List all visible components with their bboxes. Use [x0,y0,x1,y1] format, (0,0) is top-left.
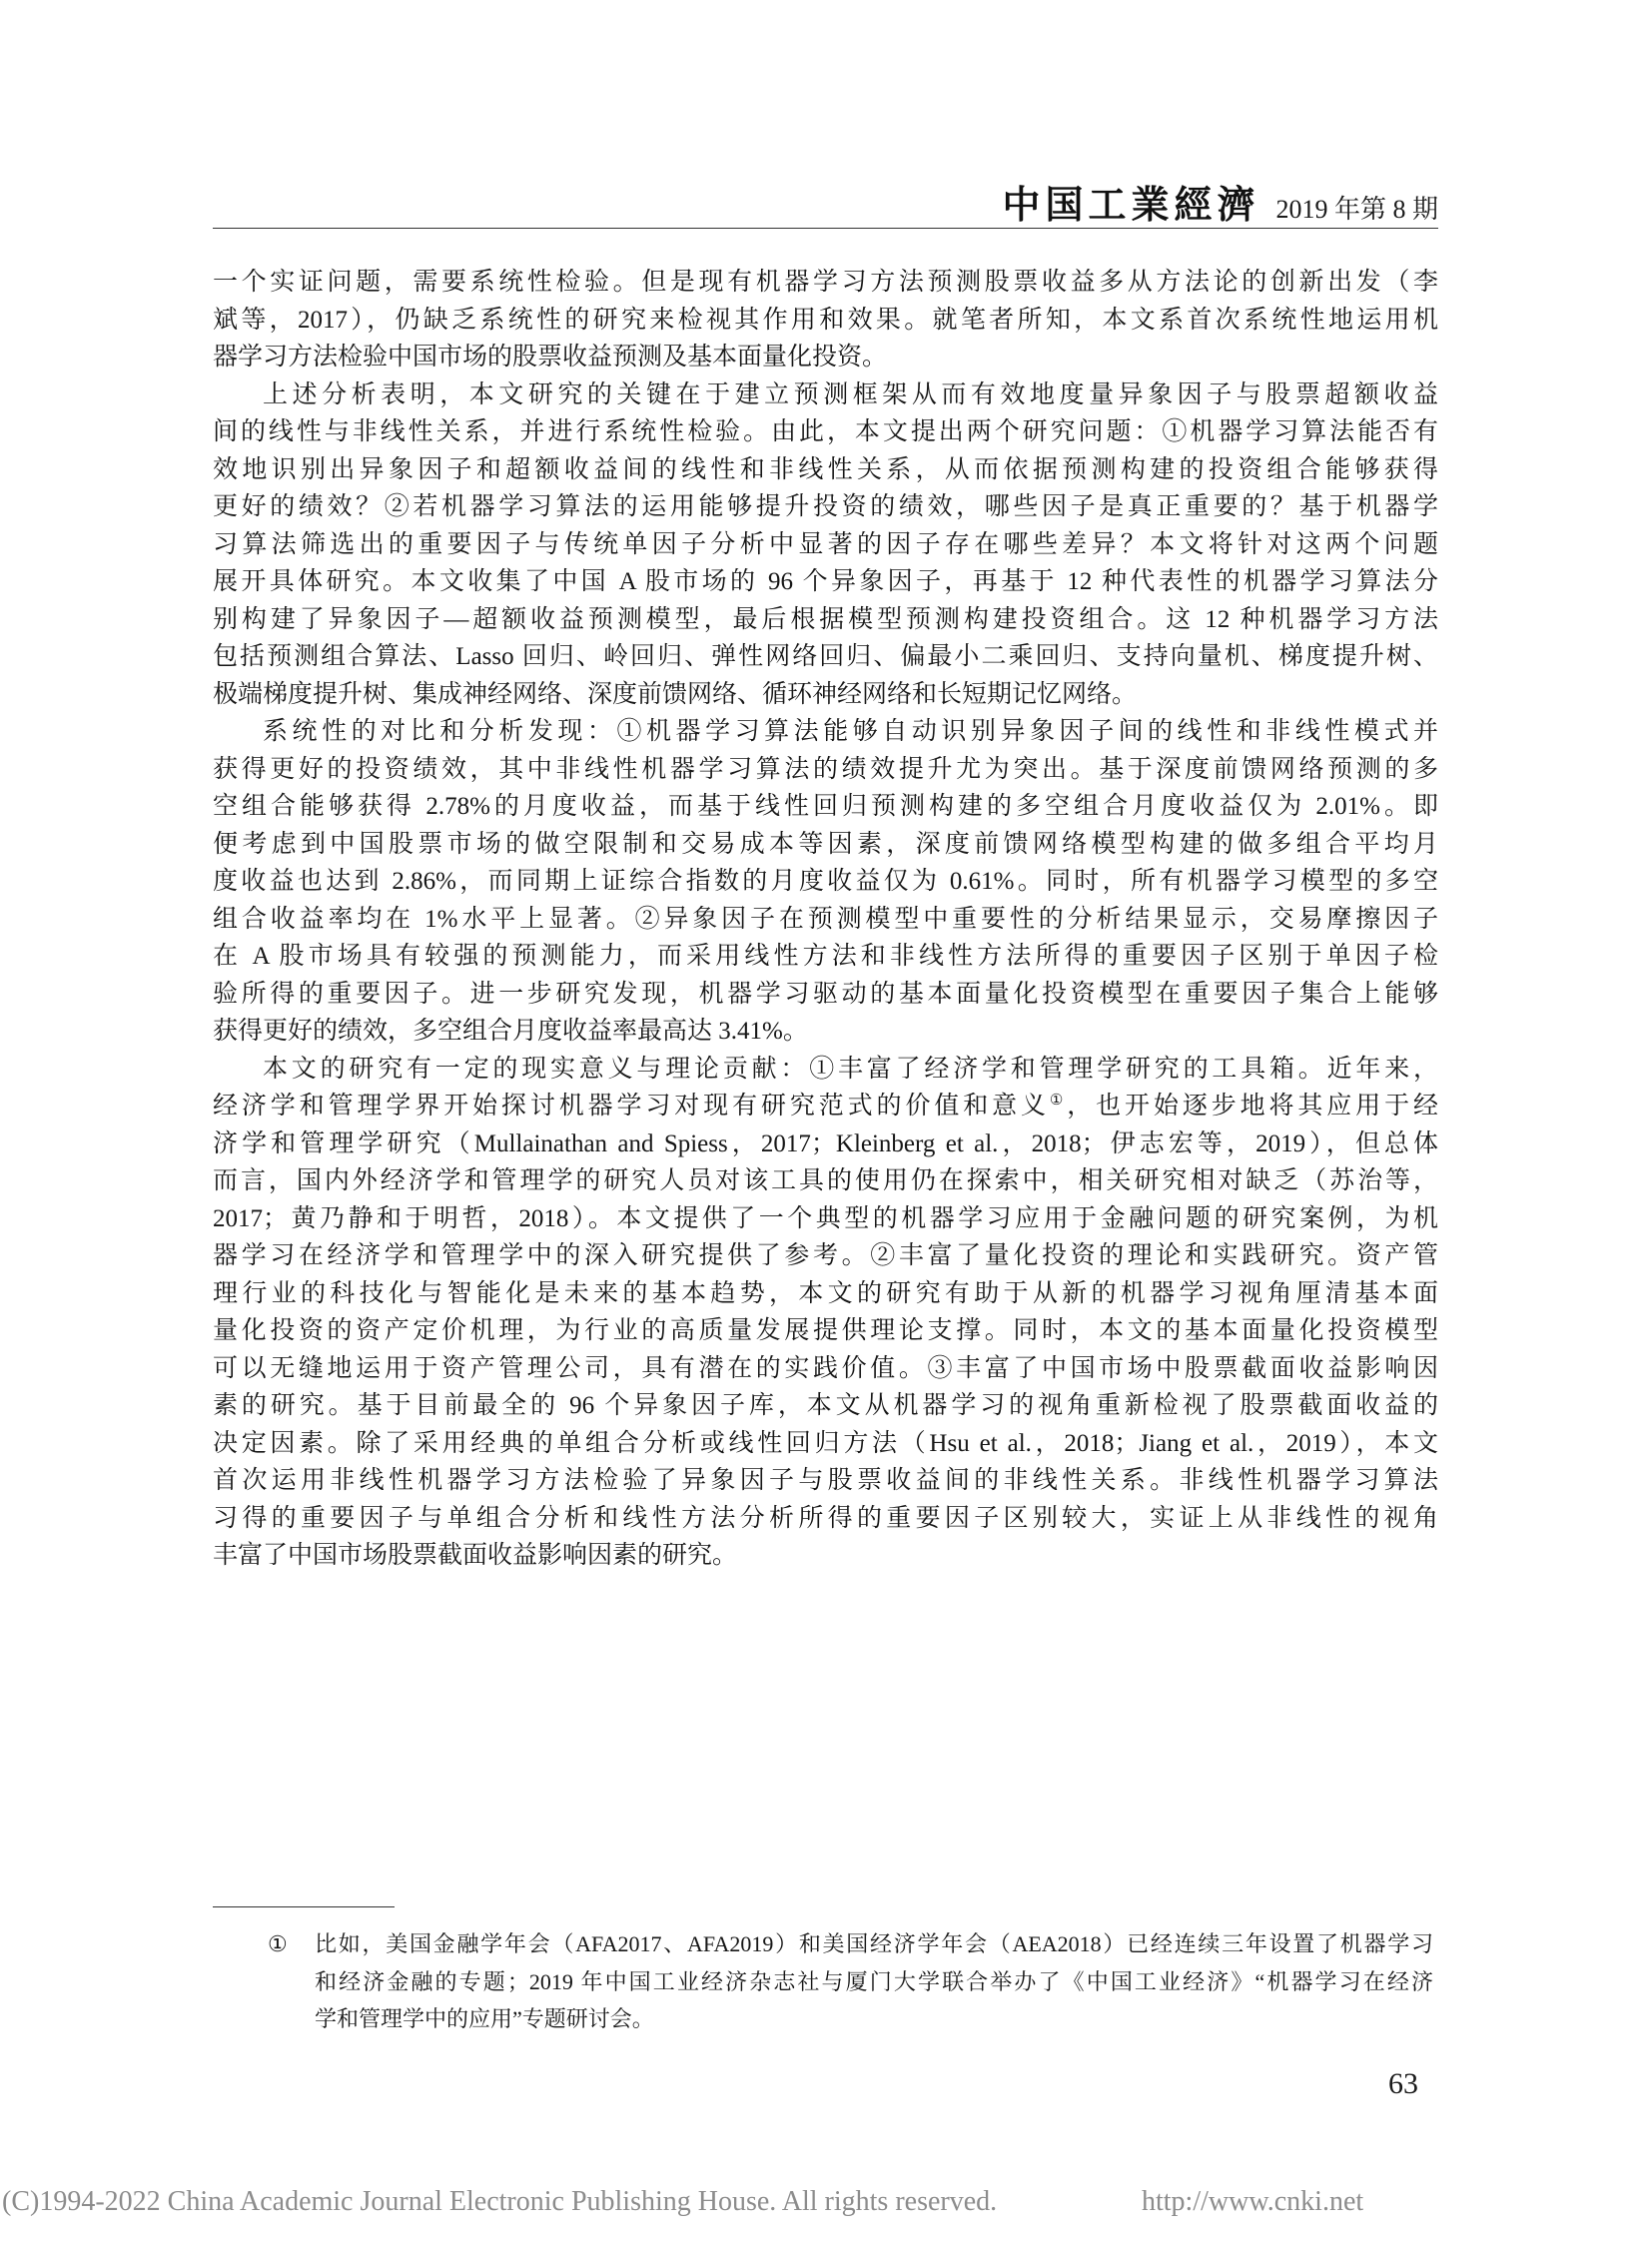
issue-label: 2019 年第 8 期 [1275,195,1438,224]
text-line: 验所得的重要因子。进一步研究发现，机器学习驱动的基本面量化投资模型在重要因子集合上能够 [213,980,1438,1008]
footnote-ref: ① [1049,1093,1068,1109]
footnote-rule [213,1906,395,1907]
paragraph [213,713,1438,1051]
text-line: 丰富了中国市场股票截面收益影响因素的研究。 [213,1542,738,1569]
footnote-marker: ① [268,1931,288,1956]
journal-logo: 中国工業經濟 [1002,185,1260,227]
text-line: 素的研究。基于目前最全的 96 个异象因子库，本文从机器学习的视角重新检视了股票截面收益的 [213,1392,1438,1419]
running-header [1002,186,1438,230]
text-line: 学和管理学中的应用”专题研讨会。 [315,2006,654,2031]
cnki-url: http://www.cnki.net [1142,2186,1364,2217]
header-rule [213,228,1438,229]
text-line: 量化投资的资产定价机理，为行业的高质量发展提供理论支撑。同时，本文的基本面量化投资模型 [213,1317,1438,1344]
text-line: 更好的绩效？②若机器学习算法的运用能够提升投资的绩效，哪些因子是真正重要的？基于机器学 [213,493,1438,520]
text-line: 系统性的对比和分析发现：①机器学习算法能够自动识别异象因子间的线性和非线性模式并 [263,718,1438,745]
paragraph [213,264,1438,376]
footnote-text [315,1925,1433,2038]
text-line: 器学习方法检验中国市场的股票收益预测及基本面量化投资。 [213,344,888,371]
text-line: 获得更好的投资绩效，其中非线性机器学习算法的绩效提升尤为突出。基于深度前馈网络预测的多 [213,755,1438,783]
text-line: 理行业的科技化与智能化是未来的基本趋势，本文的研究有助于从新的机器学习视角厘清基本面 [213,1279,1438,1307]
text-line: 习得的重要因子与单组合分析和线性方法分析所得的重要因子区别较大，实证上从非线性的视角 [213,1504,1438,1532]
text-line: 2017；黄乃静和于明哲，2018）。本文提供了一个典型的机器学习应用于金融问题的研究案例，为机 [213,1204,1438,1232]
text-line: 本文的研究有一定的现实意义与理论贡献：①丰富了经济学和管理学研究的工具箱。近年来， [263,1055,1438,1083]
text-line: 上述分析表明，本文研究的关键在于建立预测框架从而有效地度量异象因子与股票超额收益 [263,380,1438,408]
text-line: 获得更好的绩效，多空组合月度收益率最高达 3.41%。 [213,1018,808,1045]
text-line: 决定因素。除了采用经典的单组合分析或线性回归方法（Hsu et al.，2018；Jiang et al.，2019），本文 [213,1429,1438,1457]
text-line: 空组合能够获得 2.78%的月度收益，而基于线性回归预测构建的多空组合月度收益仅为 2.01%。即 [213,793,1438,820]
text-line: 在 A 股市场具有较强的预测能力，而采用线性方法和非线性方法所得的重要因子区别于单因子检 [213,943,1438,970]
text-line: 组合收益率均在 1%水平上显著。②异象因子在预测模型中重要性的分析结果显示，交易摩擦因子 [213,905,1438,933]
paragraph [213,376,1438,714]
text-line: 经济学和管理学界开始探讨机器学习对现有研究范式的价值和意义①，也开始逐步地将其应用于经 [213,1093,1438,1120]
text-line: 器学习在经济学和管理学中的深入研究提供了参考。②丰富了量化投资的理论和实践研究。资产管 [213,1242,1438,1269]
text-line: 和经济金融的专题；2019 年中国工业经济杂志社与厦门大学联合举办了《中国工业经济》“机器学习在经济 [315,1968,1433,1994]
text-line: 间的线性与非线性关系，并进行系统性检验。由此，本文提出两个研究问题：①机器学习算法能否有 [213,418,1438,445]
text-line: 比如，美国金融学年会（AFA2017、AFA2019）和美国经济学年会（AEA2018）已经连续三年设置了机器学习 [315,1931,1433,1956]
text-line: 首次运用非线性机器学习方法检验了异象因子与股票收益间的非线性关系。非线性机器学习算法 [213,1467,1438,1494]
text-line: 度收益也达到 2.86%，而同期上证综合指数的月度收益仅为 0.61%。同时，所有机器学习模型的多空 [213,868,1438,895]
text-line: 而言，国内外经济学和管理学的研究人员对该工具的使用仍在探索中，相关研究相对缺乏（苏治等， [213,1167,1438,1194]
text-line: 斌等，2017），仍缺乏系统性的研究来检视其作用和效果。就笔者所知，本文系首次系统性地运用机 [213,306,1438,334]
page-number: 63 [1388,2067,1418,2100]
text-line: 便考虑到中国股票市场的做空限制和交易成本等因素，深度前馈网络模型构建的做多组合平均月 [213,830,1438,858]
text-line: 济学和管理学研究（Mullainathan and Spiess，2017；Kleinberg et al.，2018；伊志宏等，2019），但总体 [213,1129,1438,1157]
text-line: 可以无缝地运用于资产管理公司，具有潜在的实践价值。③丰富了中国市场中股票截面收益影响因 [213,1354,1438,1382]
text-line: 包括预测组合算法、Lasso 回归、岭回归、弹性网络回归、偏最小二乘回归、支持向量机、梯度提升树、 [213,643,1438,670]
body-text [213,264,1438,1575]
text-line: 展开具体研究。本文收集了中国 A 股市场的 96 个异象因子，再基于 12 种代表性的机器学习算法分 [213,568,1438,595]
text-line: 极端梯度提升树、集成神经网络、深度前馈网络、循环神经网络和长短期记忆网络。 [213,680,1138,708]
text-line: 效地识别出异象因子和超额收益间的线性和非线性关系，从而依据预测构建的投资组合能够获得 [213,455,1438,483]
copyright-notice: (C)1994-2022 China Academic Journal Electronic Publishing House. All rights reserved. [2,2186,998,2217]
text-line: 习算法筛选出的重要因子与传统单因子分析中显著的因子存在哪些差异？本文将针对这两个问题 [213,530,1438,558]
text-line: 一个实证问题，需要系统性检验。但是现有机器学习方法预测股票收益多从方法论的创新出发（李 [213,269,1438,296]
text-line: 别构建了异象因子—超额收益预测模型，最后根据模型预测构建投资组合。这 12 种机器学习方法 [213,605,1438,633]
paragraph [213,1051,1438,1575]
